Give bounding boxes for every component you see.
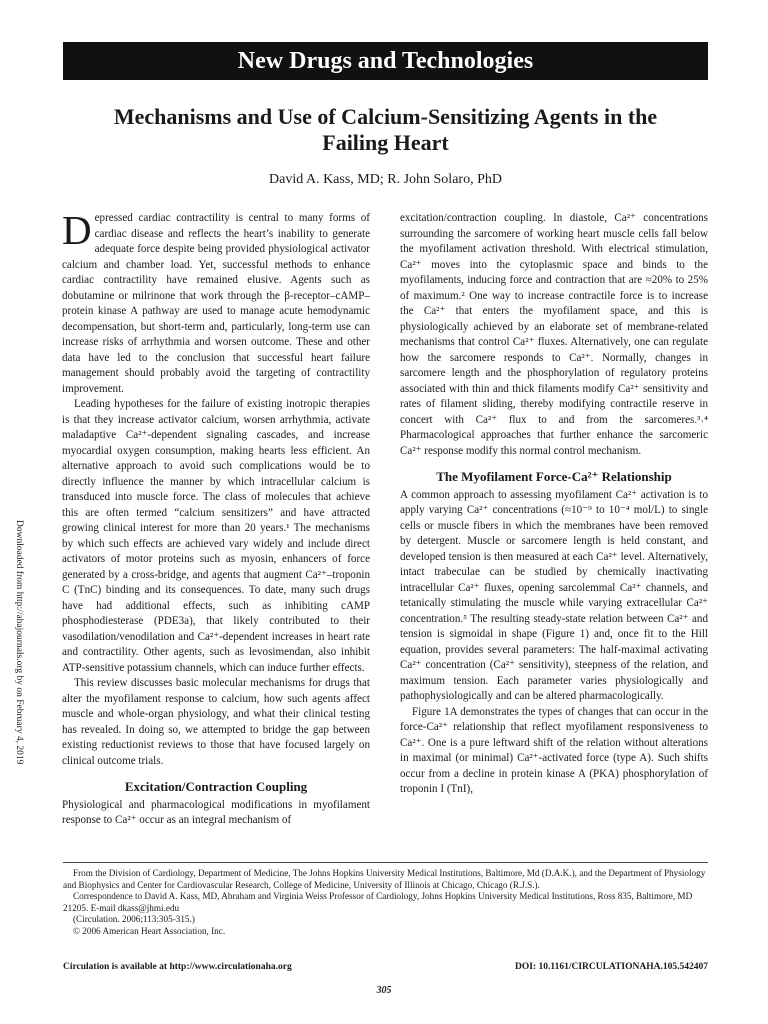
paragraph: Physiological and pharmacological modifications in myofilament response to Ca²⁺ occur as an integral mechanism of: [62, 798, 370, 826]
doi: DOI: 10.1161/CIRCULATIONAHA.105.542407: [514, 962, 708, 972]
footnote-copyright: © 2006 American Heart Association, Inc.: [73, 925, 226, 936]
section-heading: Excitation/Contraction Coupling: [124, 779, 308, 794]
footnote-citation: (Circulation. 2006;113:305-315.): [73, 914, 195, 924]
paragraph: excitation/contraction coupling. In diastole, Ca²⁺ concentrations surrounding the sarcomere of working heart muscle cells fall below the myofilament activation threshold. With electrical stimulation, Ca²⁺ moves into the cytoplasmic space and binds to the myofilaments, inducing force and contraction that are ≈20% to 25% of maximum.² One way to increase contractile force is to increase the Ca²⁺ that enters the myofilament space, and this is physiologically achieved by an elaborate set of membrane-related mechanisms that control Ca²⁺ fluxes. Alternatively, one can regulate how the sarcomere responds to Ca²⁺. Normally, changes in sarcomere length and the phosphorylation of regulatory proteins associated with thin and thick filaments modify Ca²⁺ sensitivity and rates of filament sliding, thereby modifying contractile reserve in concert with Ca²⁺ flux to and from the sarcomeres.³˒⁴ Pharmacological approaches that further enhance the sarcomeric Ca²⁺ response modify this normal control mechanism.: [400, 212, 708, 457]
section-banner: New Drugs and Technologies: [63, 42, 708, 80]
title-line-1: Mechanisms and Use of Calcium-Sensitizing Agents in the: [113, 104, 658, 129]
footnotes: [63, 868, 708, 937]
footnote-divider: [63, 862, 708, 863]
right-column: [400, 211, 708, 798]
title-line-2: Failing Heart: [322, 130, 449, 155]
paragraph: Figure 1A demonstrates the types of changes that can occur in the force-Ca²⁺ relationship that reflect myofilament responsiveness to Ca²⁺. One is a pure leftward shift of the relation without alterations in maximal (or minimal) Ca²⁺-activated force (type A). Such shifts occur from a decline in protein kinase A (PKA) phosphorylation of troponin I (TnI),: [400, 705, 708, 795]
intro-paragraph: [62, 207, 370, 397]
authors: David A. Kass, MD; R. John Solaro, PhD: [269, 172, 502, 187]
journal-availability: Circulation is available at http://www.circulationaha.org: [63, 962, 292, 972]
article-title: [63, 104, 708, 156]
page-number: 305: [376, 985, 392, 996]
footnote-correspondence: Correspondence to David A. Kass, MD, Abraham and Virginia Weiss Professor of Cardiology, Johns Hopkins University Medical Institutions, Ross 835, Baltimore, MD 21205. E-mail dkass@jhmi.edu: [63, 891, 693, 913]
footnote-affiliation: From the Division of Cardiology, Department of Medicine, The Johns Hopkins University Medical Institutions, Baltimore, Md (D.A.K.), and the Department of Physiology and Biophysics and Center for Cardiovascular Research, College of Medicine, University of Illinois at Chicago, Chicago (R.J.S.).: [63, 868, 706, 890]
paragraph: Leading hypotheses for the failure of existing inotropic therapies is that they increase activator calcium, worsen arrhythmia, activate maladaptive Ca²⁺-dependent signaling cascades, and increase myocardial oxygen consumption, making hearts less efficient. An alternative approach to avoid such complications would be to directly influence the manner by which intracellular calcium is transduced into muscle force. The class of molecules that achieve this are often termed “calcium sensitizers” and have attracted growing clinical interest for more than 20 years.¹ The mechanisms by which such effects are achieved vary widely and include direct activators of motor proteins such as myosin, enhancers of force generated by a cross-bridge, and agents that augment Ca²⁺–troponin C (TnC) binding and its consequences. To date, many such drugs have had additional effects, such as inhibiting cAMP phosphodiesterase (PDE3a), that likely contributed to their vasodilation/venodilation and Ca²⁺-dependent increases in heart rate and contractility. Other agents, such as levosimendan, also inhibit ATP-sensitive potassium channels, which can induce further effects.: [62, 398, 370, 674]
paragraph: A common approach to assessing myofilament Ca²⁺ activation is to apply varying Ca²⁺ concentrations (≈10⁻⁹ to 10⁻⁴ mol/L) to single cells or muscle fibers in which the membranes have been removed by detergent. Muscle or sarcomere length is held constant, and developed tension is then measured at each Ca²⁺ level. Alternatively, intact trabeculae can be studied by chemically inactivating intracellular Ca²⁺ fluxes, opening sarcolemmal Ca²⁺ channels, and tetanically stimulating the muscle while varying extracellular Ca²⁺ concentration.⁵ The resulting steady-state relation between Ca²⁺ and tension is sigmoidal in shape (Figure 1) and, once fit to the Hill equation, provides several parameters: The half-maximal activating Ca²⁺ concentration (Ca²⁺ sensitivity), steepness of the relation, and maximum tension. Each parameter varies physiologically and pathophysiologically and can be altered pharmacologically.: [400, 488, 708, 702]
download-note: Downloaded from http://ahajournals.org by on February 4, 2019: [14, 520, 24, 765]
section-heading: The Myofilament Force-Ca²⁺ Relationship: [436, 469, 672, 484]
left-column: [62, 207, 370, 829]
intro-text: epressed cardiac contractility is central to many forms of cardiac disease and reflects the heart’s inability to generate adequate force despite being provided physiological activator calcium and chamber load. Yet, successful methods to enhance cardiac contractility have remained elusive. Agents such as dobutamine or milrinone that work through the β-receptor–cAMP–protein kinase A pathway are used to manage acute hemodynamic decompensation, but short-term and, particularly, long-term use can increase risks of arrhythmia and worsen outcome. These and other data have led to the conclusion that successful heart failure management should probably avoid the targeting of contractility improvement.: [62, 212, 370, 395]
paragraph: This review discusses basic molecular mechanisms for drugs that alter the myofilament response to calcium, how such agents affect muscle and whole-organ physiology, and what their clinical testing has revealed. In doing so, we attempted to bridge the gap between existing reductionist reviews to those that have focused largely on clinical outcome trials.: [62, 677, 370, 767]
drop-cap: D: [62, 207, 92, 253]
